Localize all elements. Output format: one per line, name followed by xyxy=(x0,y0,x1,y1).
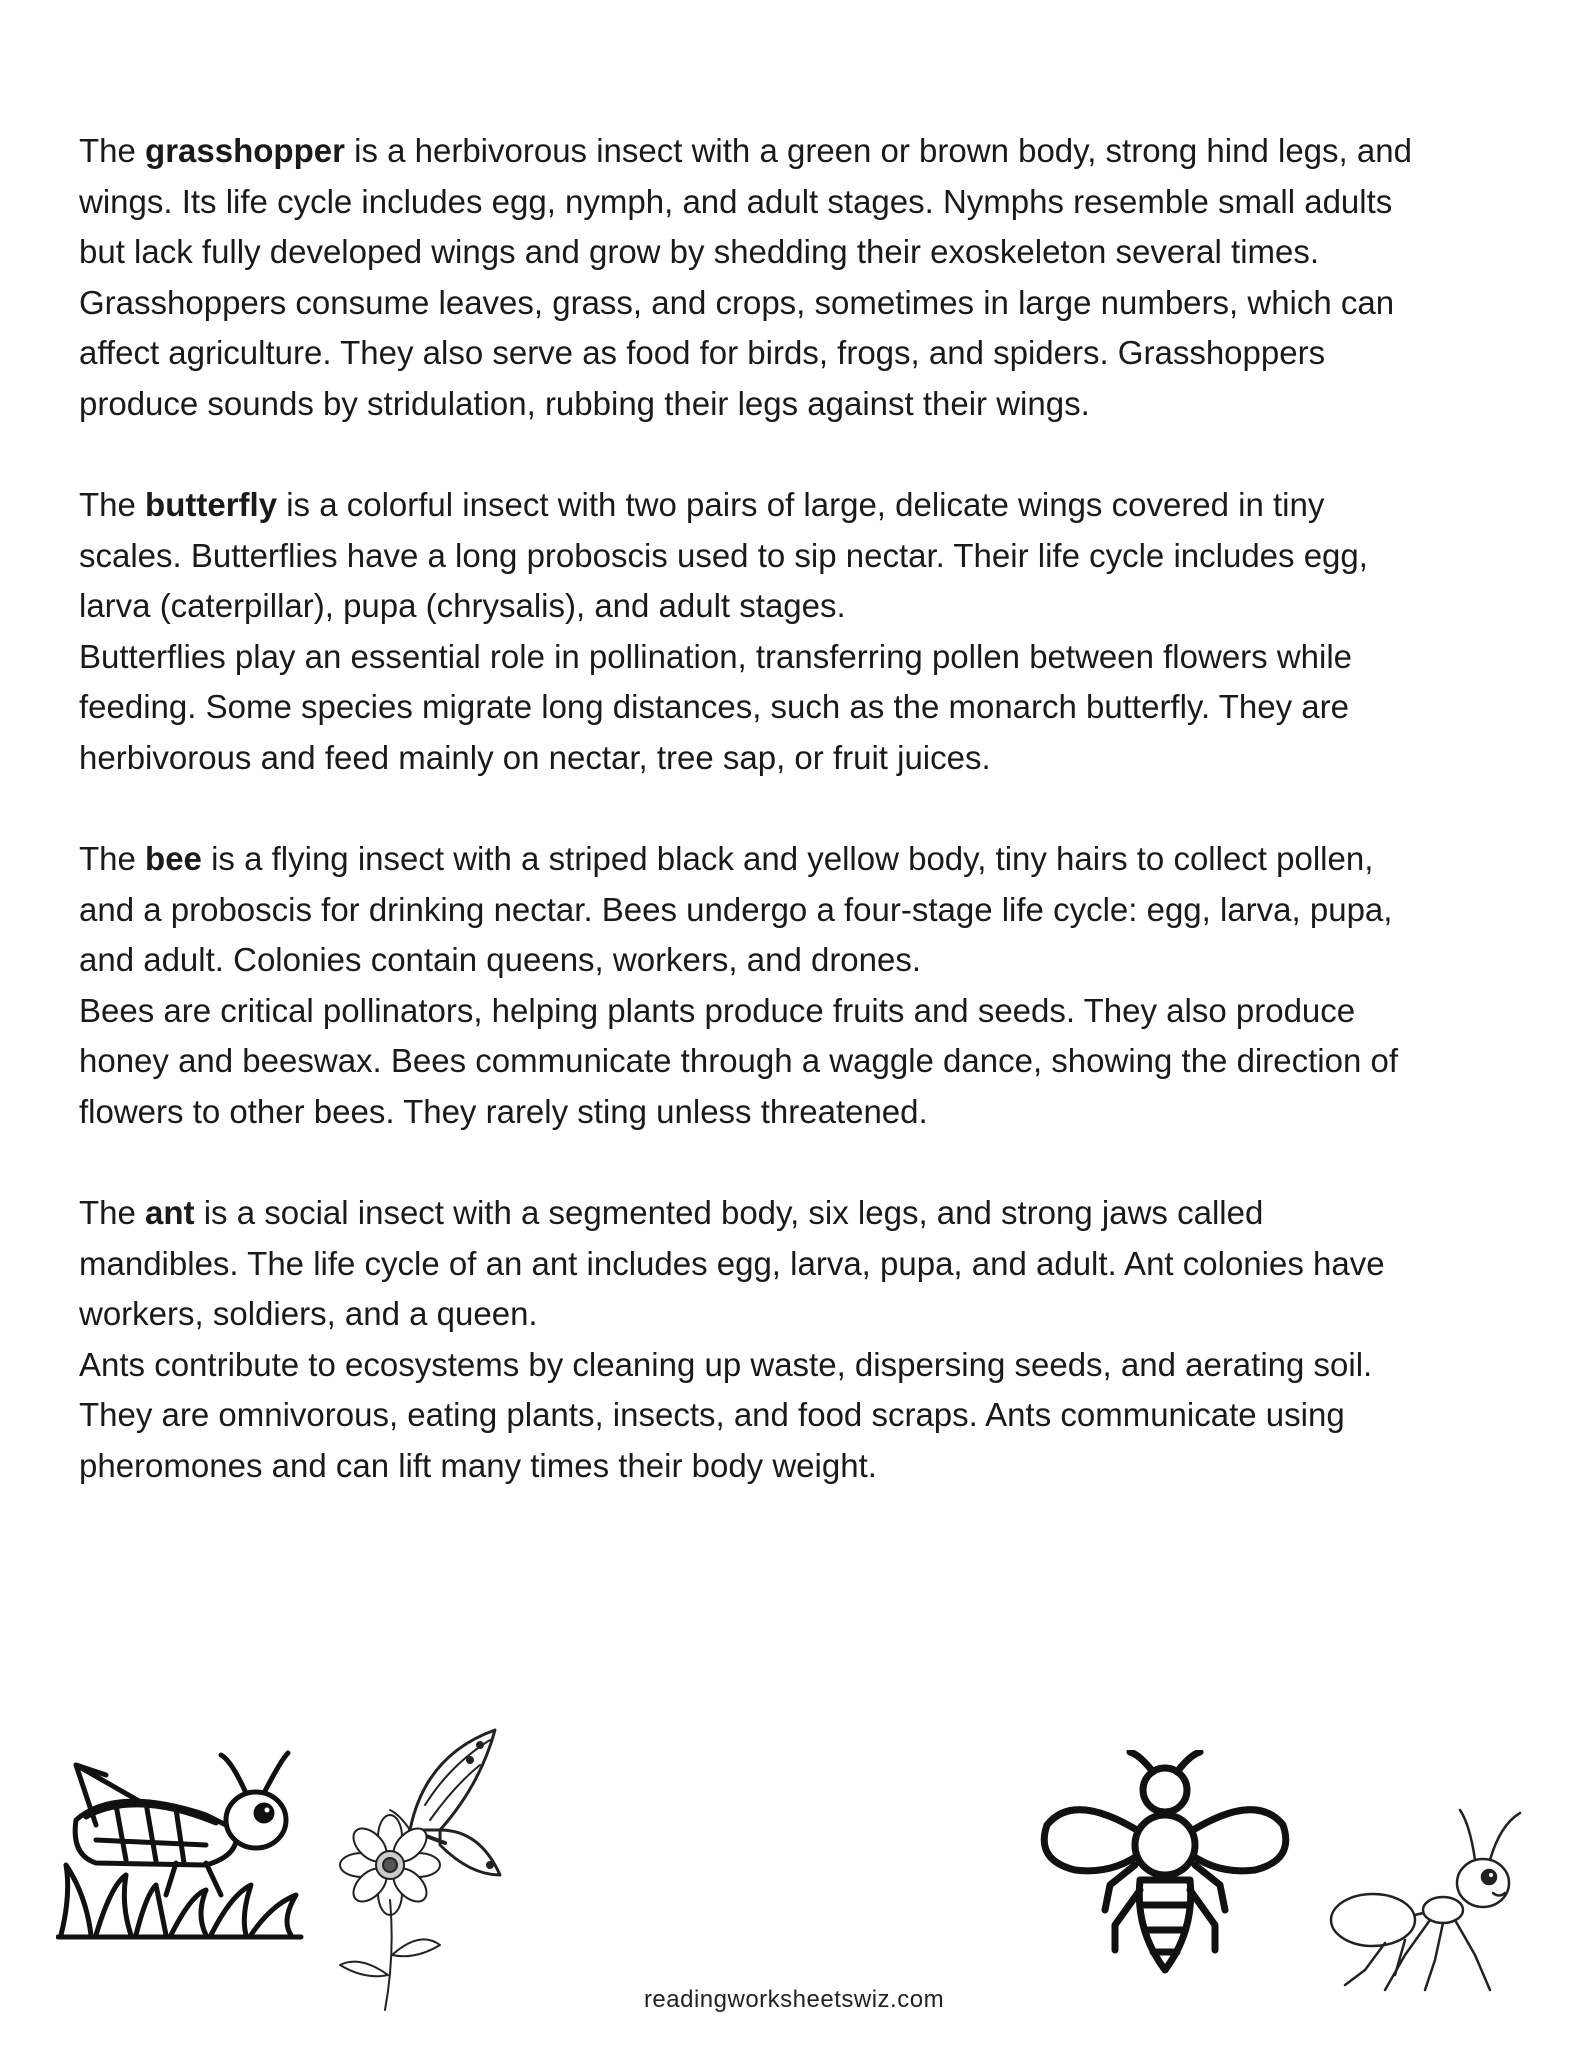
text-run: but lack fully developed wings and grow by shedding their exoskeleton several times. xyxy=(79,233,1320,270)
text-line xyxy=(79,480,1519,531)
text-run: scales. Butterflies have a long proboscis used to sip nectar. Their life cycle includes egg, xyxy=(79,536,1368,574)
text-line xyxy=(79,986,1519,1037)
text-line xyxy=(79,1036,1519,1087)
paragraph xyxy=(79,1188,1519,1491)
ant-icon xyxy=(1325,1805,1530,1995)
butterfly-flower-icon xyxy=(330,1725,535,2015)
text-run: The xyxy=(79,840,146,877)
text-line xyxy=(79,1188,1519,1239)
text-run: Butterflies play an essential role in pollination, transferring pollen between flowers while xyxy=(79,637,1353,675)
paragraph xyxy=(79,480,1519,783)
text-line xyxy=(79,227,1519,278)
text-run: mandibles. The life cycle of an ant includes egg, larva, pupa, and adult. Ant colonies have xyxy=(79,1244,1385,1282)
text-line xyxy=(79,935,1519,986)
text-line xyxy=(79,581,1519,632)
insect-name: grasshopper xyxy=(145,132,345,169)
text-line xyxy=(79,278,1519,329)
text-run: They are omnivorous, eating plants, insects, and food scraps. Ants communicate using xyxy=(79,1396,1345,1433)
text-line xyxy=(79,531,1519,582)
text-line xyxy=(79,177,1519,228)
bee-icon xyxy=(1035,1750,1295,1980)
text-run: flowers to other bees. They rarely sting unless threatened. xyxy=(79,1092,928,1130)
text-run: and adult. Colonies contain queens, workers, and drones. xyxy=(79,941,922,978)
text-line xyxy=(79,834,1519,885)
text-line xyxy=(79,1289,1519,1340)
text-line xyxy=(79,1239,1519,1290)
text-line xyxy=(79,1087,1519,1138)
text-line xyxy=(79,1340,1519,1391)
text-run: Ants contribute to ecosystems by cleaning up waste, dispersing seeds, and aerating soil. xyxy=(79,1345,1373,1383)
text-run: Bees are critical pollinators, helping plants produce fruits and seeds. They also produce xyxy=(79,991,1356,1029)
text-run: is a social insect with a segmented body, six legs, and strong jaws called xyxy=(194,1194,1264,1231)
text-run: Grasshoppers consume leaves, grass, and crops, sometimes in large numbers, which can xyxy=(79,283,1395,321)
text-line xyxy=(79,885,1519,936)
text-line xyxy=(79,1441,1519,1492)
paragraph xyxy=(79,126,1519,429)
text-run: The xyxy=(79,486,146,523)
text-line xyxy=(79,1390,1519,1441)
text-run: The xyxy=(79,1194,146,1231)
footer-website: readingworksheetswiz.com xyxy=(643,1986,945,2013)
text-run: and a proboscis for drinking nectar. Bees undergo a four-stage life cycle: egg, larva, pupa, xyxy=(79,890,1393,928)
text-run: herbivorous and feed mainly on nectar, tree sap, or fruit juices. xyxy=(79,738,991,776)
insect-name: ant xyxy=(145,1194,195,1231)
paragraph xyxy=(79,834,1519,1137)
insect-name: butterfly xyxy=(145,486,278,523)
text-run: feeding. Some species migrate long distances, such as the monarch butterfly. They are xyxy=(79,688,1349,725)
text-run: affect agriculture. They also serve as food for birds, frogs, and spiders. Grasshoppers xyxy=(79,334,1326,371)
grasshopper-icon xyxy=(56,1745,306,1940)
insect-name: bee xyxy=(145,840,202,877)
text-run: pheromones and can lift many times their body weight. xyxy=(79,1446,877,1484)
text-line xyxy=(79,682,1519,733)
text-run: workers, soldiers, and a queen. xyxy=(79,1295,538,1332)
text-line xyxy=(79,328,1519,379)
text-run: honey and beeswax. Bees communicate through a waggle dance, showing the direction of xyxy=(79,1042,1399,1079)
text-line xyxy=(79,632,1519,683)
text-line xyxy=(79,733,1519,784)
text-run: is a colorful insect with two pairs of large, delicate wings covered in tiny xyxy=(277,486,1325,523)
text-line xyxy=(79,126,1519,177)
text-run: larva (caterpillar), pupa (chrysalis), and adult stages. xyxy=(79,587,846,624)
text-run: is a herbivorous insect with a green or brown body, strong hind legs, and xyxy=(344,132,1412,169)
text-run: is a flying insect with a striped black and yellow body, tiny hairs to collect pollen, xyxy=(201,840,1374,877)
text-run: The xyxy=(79,132,146,169)
text-line xyxy=(79,379,1519,430)
worksheet-body xyxy=(79,126,1519,1542)
text-run: wings. Its life cycle includes egg, nymph, and adult stages. Nymphs resemble small adults xyxy=(79,182,1393,220)
text-run: produce sounds by stridulation, rubbing their legs against their wings. xyxy=(79,384,1090,422)
